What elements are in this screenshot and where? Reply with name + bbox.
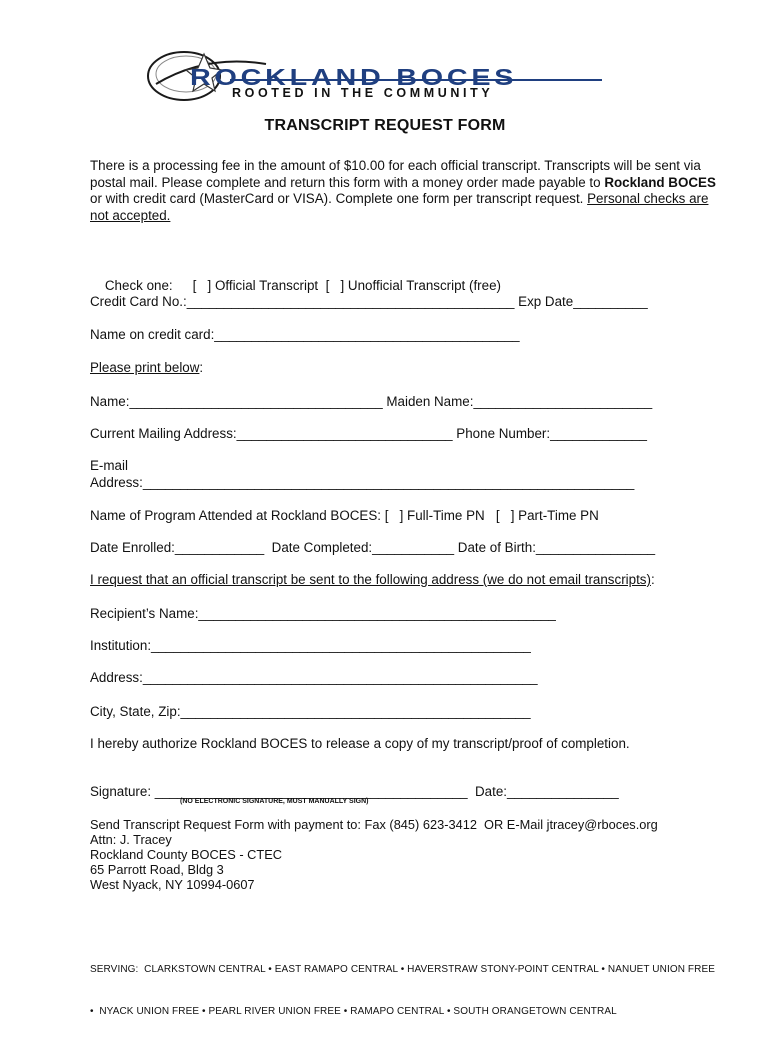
authorization-statement: I hereby authorize Rockland BOCES to release a copy of my transcript/proof of completion. xyxy=(90,736,630,751)
institution-field[interactable]: Institution:___________________________________________________ xyxy=(90,638,531,653)
request-heading-text: I request that an official transcript be sent to the following address (we do not email transcripts) xyxy=(90,572,651,587)
signature-note: (NO ELECTRONIC SIGNATURE, MUST MANUALLY SIGN) xyxy=(180,798,369,805)
unofficial-transcript-checkbox[interactable]: [ ] Unofficial Transcript (free) xyxy=(325,278,501,293)
send-city: West Nyack, NY 10994-0607 xyxy=(90,877,255,892)
email-label: E-mail xyxy=(90,458,128,473)
city-state-zip-field[interactable]: City, State, Zip:_______________________________________________ xyxy=(90,704,531,719)
please-print-heading xyxy=(90,360,203,376)
logo-name: ROCKLAND BOCES xyxy=(190,64,518,90)
request-heading xyxy=(90,572,655,588)
send-instructions xyxy=(90,817,658,892)
serving-districts-footer xyxy=(90,935,715,1047)
form-title: TRANSCRIPT REQUEST FORM xyxy=(264,117,506,134)
credit-card-field[interactable]: Credit Card No.:____________________________________________ Exp Date__________ xyxy=(90,294,648,309)
recipient-address-field[interactable]: Address:_____________________________________________________ xyxy=(90,670,538,685)
rockland-boces-logo xyxy=(146,44,616,108)
official-transcript-checkbox[interactable]: [ ] Official Transcript xyxy=(192,278,319,293)
please-print-colon: : xyxy=(199,360,204,375)
logo-tagline: ROOTED IN THE COMMUNITY xyxy=(232,86,494,100)
send-street: 65 Parrott Road, Bldg 3 xyxy=(90,862,224,877)
footer-line-2: • NYACK UNION FREE • PEARL RIVER UNION FREE • RAMAPO CENTRAL • SOUTH ORANGETOWN CENTRAL xyxy=(90,1006,617,1017)
email-address-field[interactable]: Address:__________________________________________________________________ xyxy=(90,475,635,490)
check-one-label: Check one: xyxy=(104,278,173,293)
signature-field[interactable]: Signature: __________________________________________ Date:_______________ xyxy=(90,784,619,799)
intro-no-checks: Personal checks are not accepted. xyxy=(90,191,709,223)
footer-line-1: SERVING: CLARKSTOWN CENTRAL • EAST RAMAPO CENTRAL • HAVERSTRAW STONY-POINT CENTRAL • NANUET UNION FREE xyxy=(90,964,715,975)
intro-payee: Rockland BOCES xyxy=(604,174,716,190)
intro-text-1: There is a processing fee in the amount of $10.00 for each official transcript. Transcripts will be sent via postal mail. Please complete and return this form with a money order made payable to xyxy=(90,158,701,190)
intro-text-2: or with credit card (MasterCard or VISA). Complete one form per transcript request. xyxy=(90,191,588,206)
mailing-address-field[interactable]: Current Mailing Address:_____________________________ Phone Number:_____________ xyxy=(90,426,647,441)
dates-field[interactable]: Date Enrolled:____________ Date Completed:___________ Date of Birth:________________ xyxy=(90,540,656,555)
name-field[interactable]: Name:__________________________________ Maiden Name:________________________ xyxy=(90,394,653,409)
program-attended-field[interactable]: Name of Program Attended at Rockland BOCES: [ ] Full-Time PN [ ] Part-Time PN xyxy=(90,508,599,523)
request-heading-colon: : xyxy=(650,572,655,587)
name-on-card-field[interactable]: Name on credit card:_________________________________________ xyxy=(90,327,520,342)
please-print-label: Please print below xyxy=(90,360,200,375)
intro-paragraph xyxy=(90,158,720,224)
send-attn: Attn: J. Tracey xyxy=(90,832,172,847)
send-line-1: Send Transcript Request Form with payment to: Fax (845) 623-3412 OR E-Mail jtracey@rboces.org xyxy=(90,817,658,832)
send-org: Rockland County BOCES - CTEC xyxy=(90,847,283,862)
recipient-name-field[interactable]: Recipient’s Name:________________________________________________ xyxy=(90,606,556,621)
